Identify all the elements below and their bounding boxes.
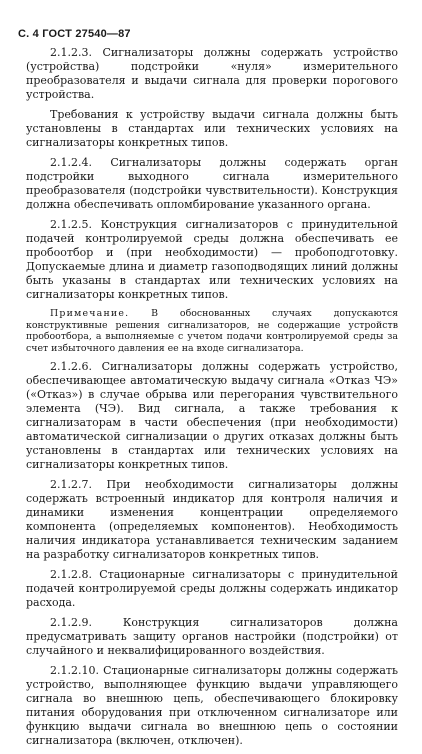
clause-2-1-2-4: 2.1.2.4. Сигнализаторы должны содержать орган подстройки выходного сигнала измерительного преобразователя (подстройки чувствительности). Конструкция должна обеспечивать опломбирование указанного органа. (26, 156, 398, 211)
note-label: Примечание. (50, 308, 130, 319)
clause-2-1-2-5: 2.1.2.5. Конструкция сигнализаторов с принудительной подачей контролируемой среды должна обеспечивать ее пробоотбор и (при необходимости) — пробоподготовку. Допускаемые длина и диаметр газоподводящих линий должны быть указаны в стандартах или технических условиях на сигнализаторы конкретных типов. (26, 218, 398, 301)
clause-2-1-2-10: 2.1.2.10. Стационарные сигнализаторы должны содержать устройство, выполняющее функцию выдачи управляющего сигнала во внешнюю цепь, обеспечивающего блокировку питания оборудования при отключенном сигнализаторе или функцию выдачи сигнала во внешнюю цепь о состоянии сигнализатора (включен, отключен). (26, 664, 398, 747)
clause-2-1-2-9: 2.1.2.9. Конструкция сигнализаторов должна предусматривать защиту органов настройки (подстройки) от случайного и неквалифицированного воздействия. (26, 616, 398, 657)
note-text: В обоснованных случаях допускаются конструктивные решения сигнализаторов, не содержащие устройств пробоотбора, а выполняемые с учетом подачи контролируемой среды за счет избыточного давления ее на входе сигнализатора. (26, 308, 398, 354)
clause-2-1-2-8: 2.1.2.8. Стационарные сигнализаторы с принудительной подачей контролируемой среды должны содержать индикатор расхода. (26, 568, 398, 609)
clause-2-1-2-3: 2.1.2.3. Сигнализаторы должны содержать устройство (устройства) подстройки «нуля» измерительного преобразователя и выдачи сигнала для проверки порогового устройства. (26, 46, 398, 101)
document-body (26, 46, 398, 754)
clause-2-1-2-3-requirements: Требования к устройству выдачи сигнала должны быть установлены в стандартах или технических условиях на сигнализаторы конкретных типов. (26, 108, 398, 149)
note-paragraph (26, 308, 398, 354)
page-header: С. 4 ГОСТ 27540—87 (18, 28, 131, 40)
clause-2-1-2-6: 2.1.2.6. Сигнализаторы должны содержать устройство, обеспечивающее автоматическую выдачу сигнала «Отказ ЧЭ» («Отказ») в случае обрыва или перегорания чувствительного элемента (ЧЭ). Вид сигнала, а также требования к сигнализаторам в части обеспечения (при необходимости) автоматической сигнализации о других отказах должны быть установлены в стандартах или технических условиях на сигнализаторы конкретных типов. (26, 360, 398, 471)
clause-2-1-2-7: 2.1.2.7. При необходимости сигнализаторы должны содержать встроенный индикатор для контроля наличия и динамики изменения концентрации определяемого компонента (определяемых компонентов). Необходимость наличия индикатора устанавливается техническим заданием на разработку сигнализаторов конкретных типов. (26, 478, 398, 561)
